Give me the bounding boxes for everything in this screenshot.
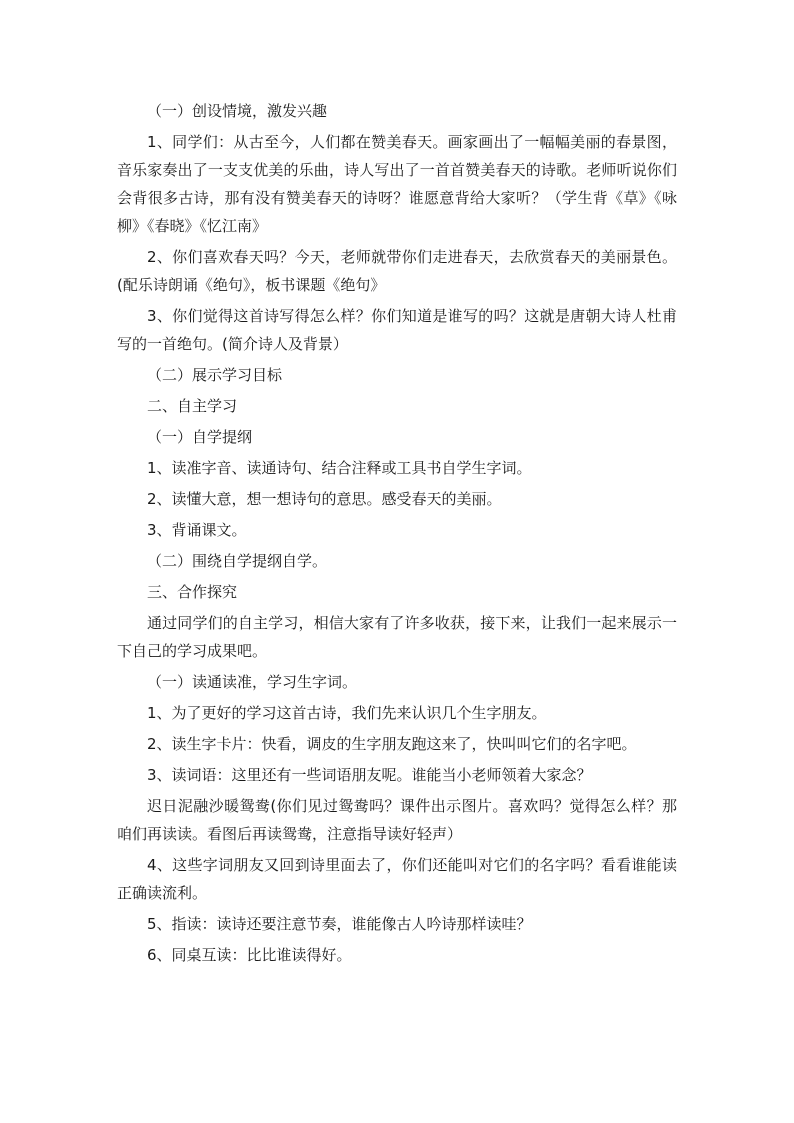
list-item-read-words: 3、读词语：这里还有一些词语朋友呢。谁能当小老师领着大家念？ [147,766,592,784]
list-item-recite: 3、背诵课文。 [147,521,247,539]
paragraph-show-results: 通过同学们的自主学习，相信大家有了许多收获，接下来，让我们一起来展示一下自己的学习成果吧。 [117,614,677,660]
list-item-flash-cards: 2、读生字卡片：快看，调皮的生字朋友跑这来了，快叫叫它们的名字吧。 [147,735,637,753]
heading-study-outline: （一）自学提纲 [147,428,253,446]
paragraph-enter-spring: 2、你们喜欢春天吗？今天，老师就带你们走进春天，去欣赏春天的美丽景色。(配乐诗朗诵《绝句》，板书课题《绝句》 [117,248,677,294]
list-item-words-in-poem: 4、这些字词朋友又回到诗里面去了，你们还能叫对它们的名字吗？看看谁能读正确读流利。 [117,856,677,902]
paragraph-intro-spring: 1、同学们：从古至今，人们都在赞美春天。画家画出了一幅幅美丽的春景图，音乐家奏出了一支支优美的乐曲，诗人写出了一首首赞美春天的诗歌。老师听说你们会背很多古诗，那有没有赞美春天的诗呀？谁愿意背给大家听？（学生背《草》《咏柳》《春晓》《忆江南》 [117,133,677,235]
heading-read-fluently: （一）读通读准，学习生字词。 [147,673,358,691]
document-page [117,97,677,969]
list-item-partner-reading: 6、同桌互读：比比谁读得好。 [147,946,352,964]
heading-self-study: 二、自主学习 [147,397,238,415]
list-item-new-characters: 1、为了更好的学习这首古诗，我们先来认识几个生字朋友。 [147,704,547,722]
list-item-read-characters: 1、读准字音、读通诗句、结合注释或工具书自学生字词。 [147,459,532,477]
heading-follow-outline: （二）围绕自学提纲自学。 [147,552,328,570]
list-item-rhythm: 5、指读：读诗还要注意节奏，谁能像古人吟诗那样读哇？ [147,915,532,933]
heading-learning-goals: （二）展示学习目标 [147,366,283,384]
heading-create-situation: （一）创设情境，激发兴趣 [147,102,328,120]
paragraph-author-du-fu: 3、你们觉得这首诗写得怎么样？你们知道是谁写的吗？这就是唐朝大诗人杜甫写的一首绝句。(简介诗人及背景） [117,307,677,353]
paragraph-vocabulary: 迟日泥融沙暖鸳鸯(你们见过鸳鸯吗？课件出示图片。喜欢吗？觉得怎么样？那咱们再读读。看图后再读鸳鸯，注意指导读好轻声） [117,797,677,843]
list-item-understand-meaning: 2、读懂大意，想一想诗句的意思。感受春天的美丽。 [147,490,502,508]
heading-cooperative-inquiry: 三、合作探究 [147,583,238,601]
